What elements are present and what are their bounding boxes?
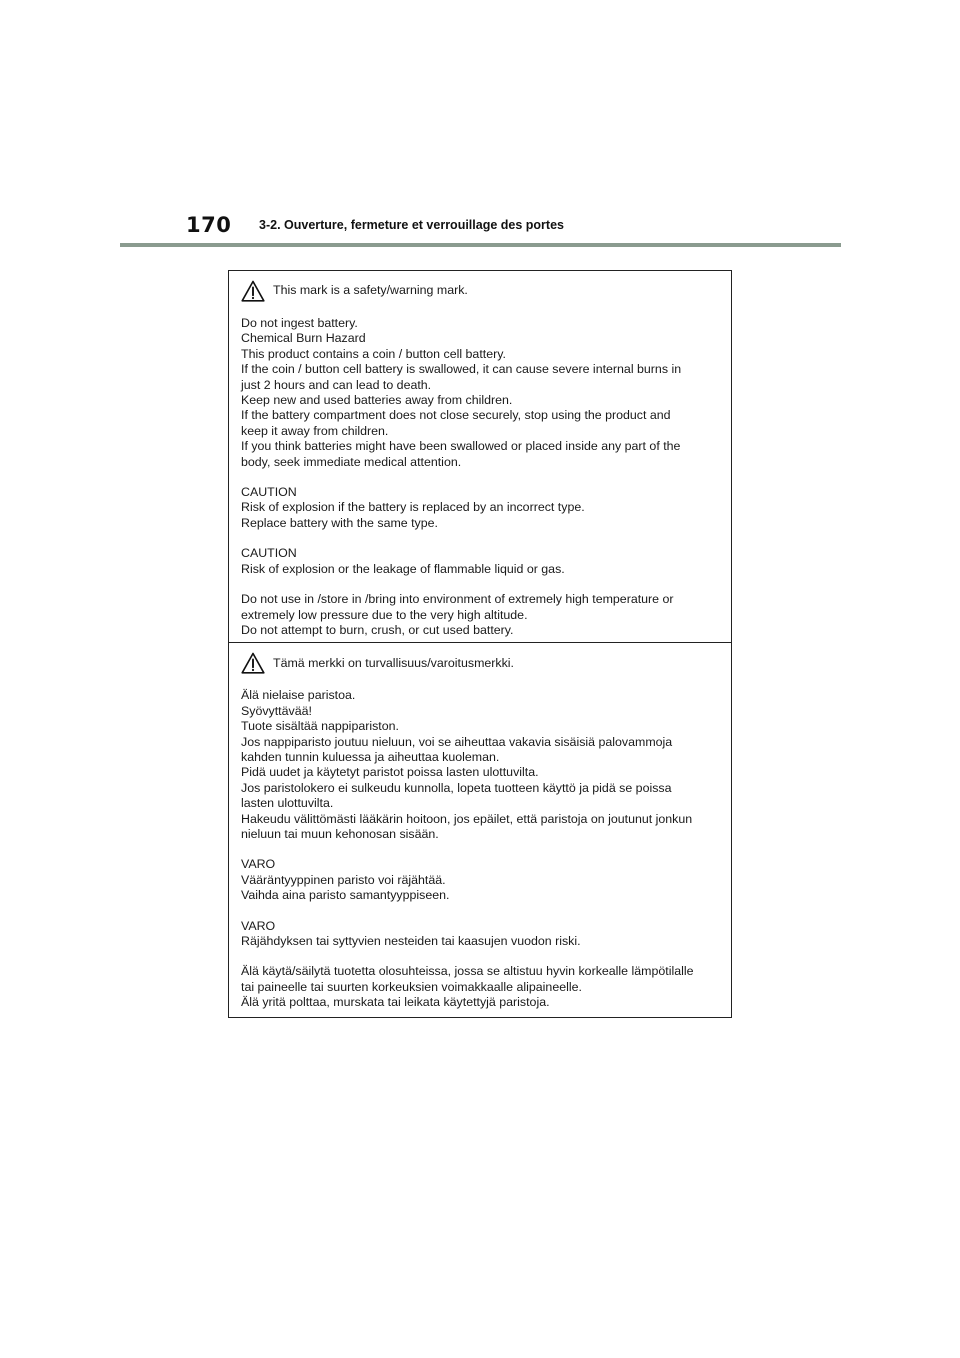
text-line: If the coin / button cell battery is swallowed, it can cause severe internal burns in [241,362,682,377]
text-line: Replace battery with the same type. [241,515,438,530]
text-line: If the battery compartment does not close securely, stop using the product and [241,408,671,423]
english-mark-text: This mark is a safety/warning mark. [273,283,468,298]
finnish-ingestion-warning [241,688,721,842]
text-line: Vaihda aina paristo samantyyppiseen. [241,888,450,903]
english-warning-section [229,271,731,642]
text-line: CAUTION [241,485,297,500]
finnish-caution-explosion [241,919,721,950]
text-line: body, seek immediate medical attention. [241,454,462,469]
text-line: extremely low pressure due to the very high altitude. [241,607,528,622]
text-line: kahden tunnin kuluessa ja aiheuttaa kuoleman. [241,749,500,764]
text-line: Do not attempt to burn, crush, or cut used battery. [241,622,514,637]
text-line: nieluun tai muun kehonosan sisään. [241,826,439,841]
warning-triangle-icon [241,280,265,302]
text-line: VARO [241,918,276,933]
page-number: 170 [186,213,232,237]
finnish-warning-section [229,642,731,1016]
text-line: If you think batteries might have been swallowed or placed inside any part of the [241,439,681,454]
text-line: Älä yritä polttaa, murskata tai leikata käytettyjä paristoja. [241,995,550,1010]
english-caution-explosion [241,546,721,577]
text-line: Vääräntyyppinen paristo voi räjähtää. [241,872,446,887]
text-line: Risk of explosion or the leakage of flammable liquid or gas. [241,561,565,576]
english-mark-row [241,279,721,303]
text-line: Jos paristolokero ei sulkeudu kunnolla, lopeta tuotteen käyttö ja pidä se poissa [241,780,672,795]
text-line: VARO [241,857,276,872]
battery-warning-notice [228,270,732,1018]
text-line: CAUTION [241,546,297,561]
text-line: Räjähdyksen tai syttyvien nesteiden tai kaasujen vuodon riski. [241,934,581,948]
english-ingestion-warning [241,316,721,470]
section-title: 3-2. Ouverture, fermeture et verrouillage des portes [259,218,564,232]
finnish-mark-row [241,651,721,675]
text-line: Do not ingest battery. [241,316,358,330]
text-line: tai paineelle tai suurten korkeuksien voimakkaalle alipaineelle. [241,979,582,994]
text-line: Älä nielaise paristoa. [241,688,356,703]
text-line: Chemical Burn Hazard [241,331,366,346]
text-line: Jos nappiparisto joutuu nieluun, voi se aiheuttaa vakavia sisäisiä palovammoja [241,734,673,749]
finnish-caution-battery-type [241,857,721,903]
warning-triangle-icon [241,652,265,674]
finnish-mark-text: Tämä merkki on turvallisuus/varoitusmerkki. [273,655,514,670]
header-divider [120,243,841,247]
text-line: Do not use in /store in /bring into environment of extremely high temperature or [241,592,674,607]
text-line: Hakeudu välittömästi lääkärin hoitoon, jos epäilet, että paristoja on joutunut jonkun [241,811,693,826]
text-line: Tuote sisältää nappipariston. [241,719,399,734]
text-line: Syövyttävää! [241,703,312,718]
text-line: keep it away from children. [241,423,389,438]
text-line: lasten ulottuvilta. [241,796,334,811]
english-environment-warning [241,592,721,638]
text-line: Keep new and used batteries away from children. [241,393,513,408]
text-line: Risk of explosion if the battery is replaced by an incorrect type. [241,500,585,515]
text-line: This product contains a coin / button cell battery. [241,346,506,361]
text-line: Älä käytä/säilytä tuotetta olosuhteissa, jossa se altistuu hyvin korkealle lämpötilalle [241,964,694,979]
text-line: just 2 hours and can lead to death. [241,377,432,392]
english-caution-battery-type [241,485,721,531]
text-line: Pidä uudet ja käytetyt paristot poissa lasten ulottuvilta. [241,765,539,780]
finnish-environment-warning [241,964,721,1010]
